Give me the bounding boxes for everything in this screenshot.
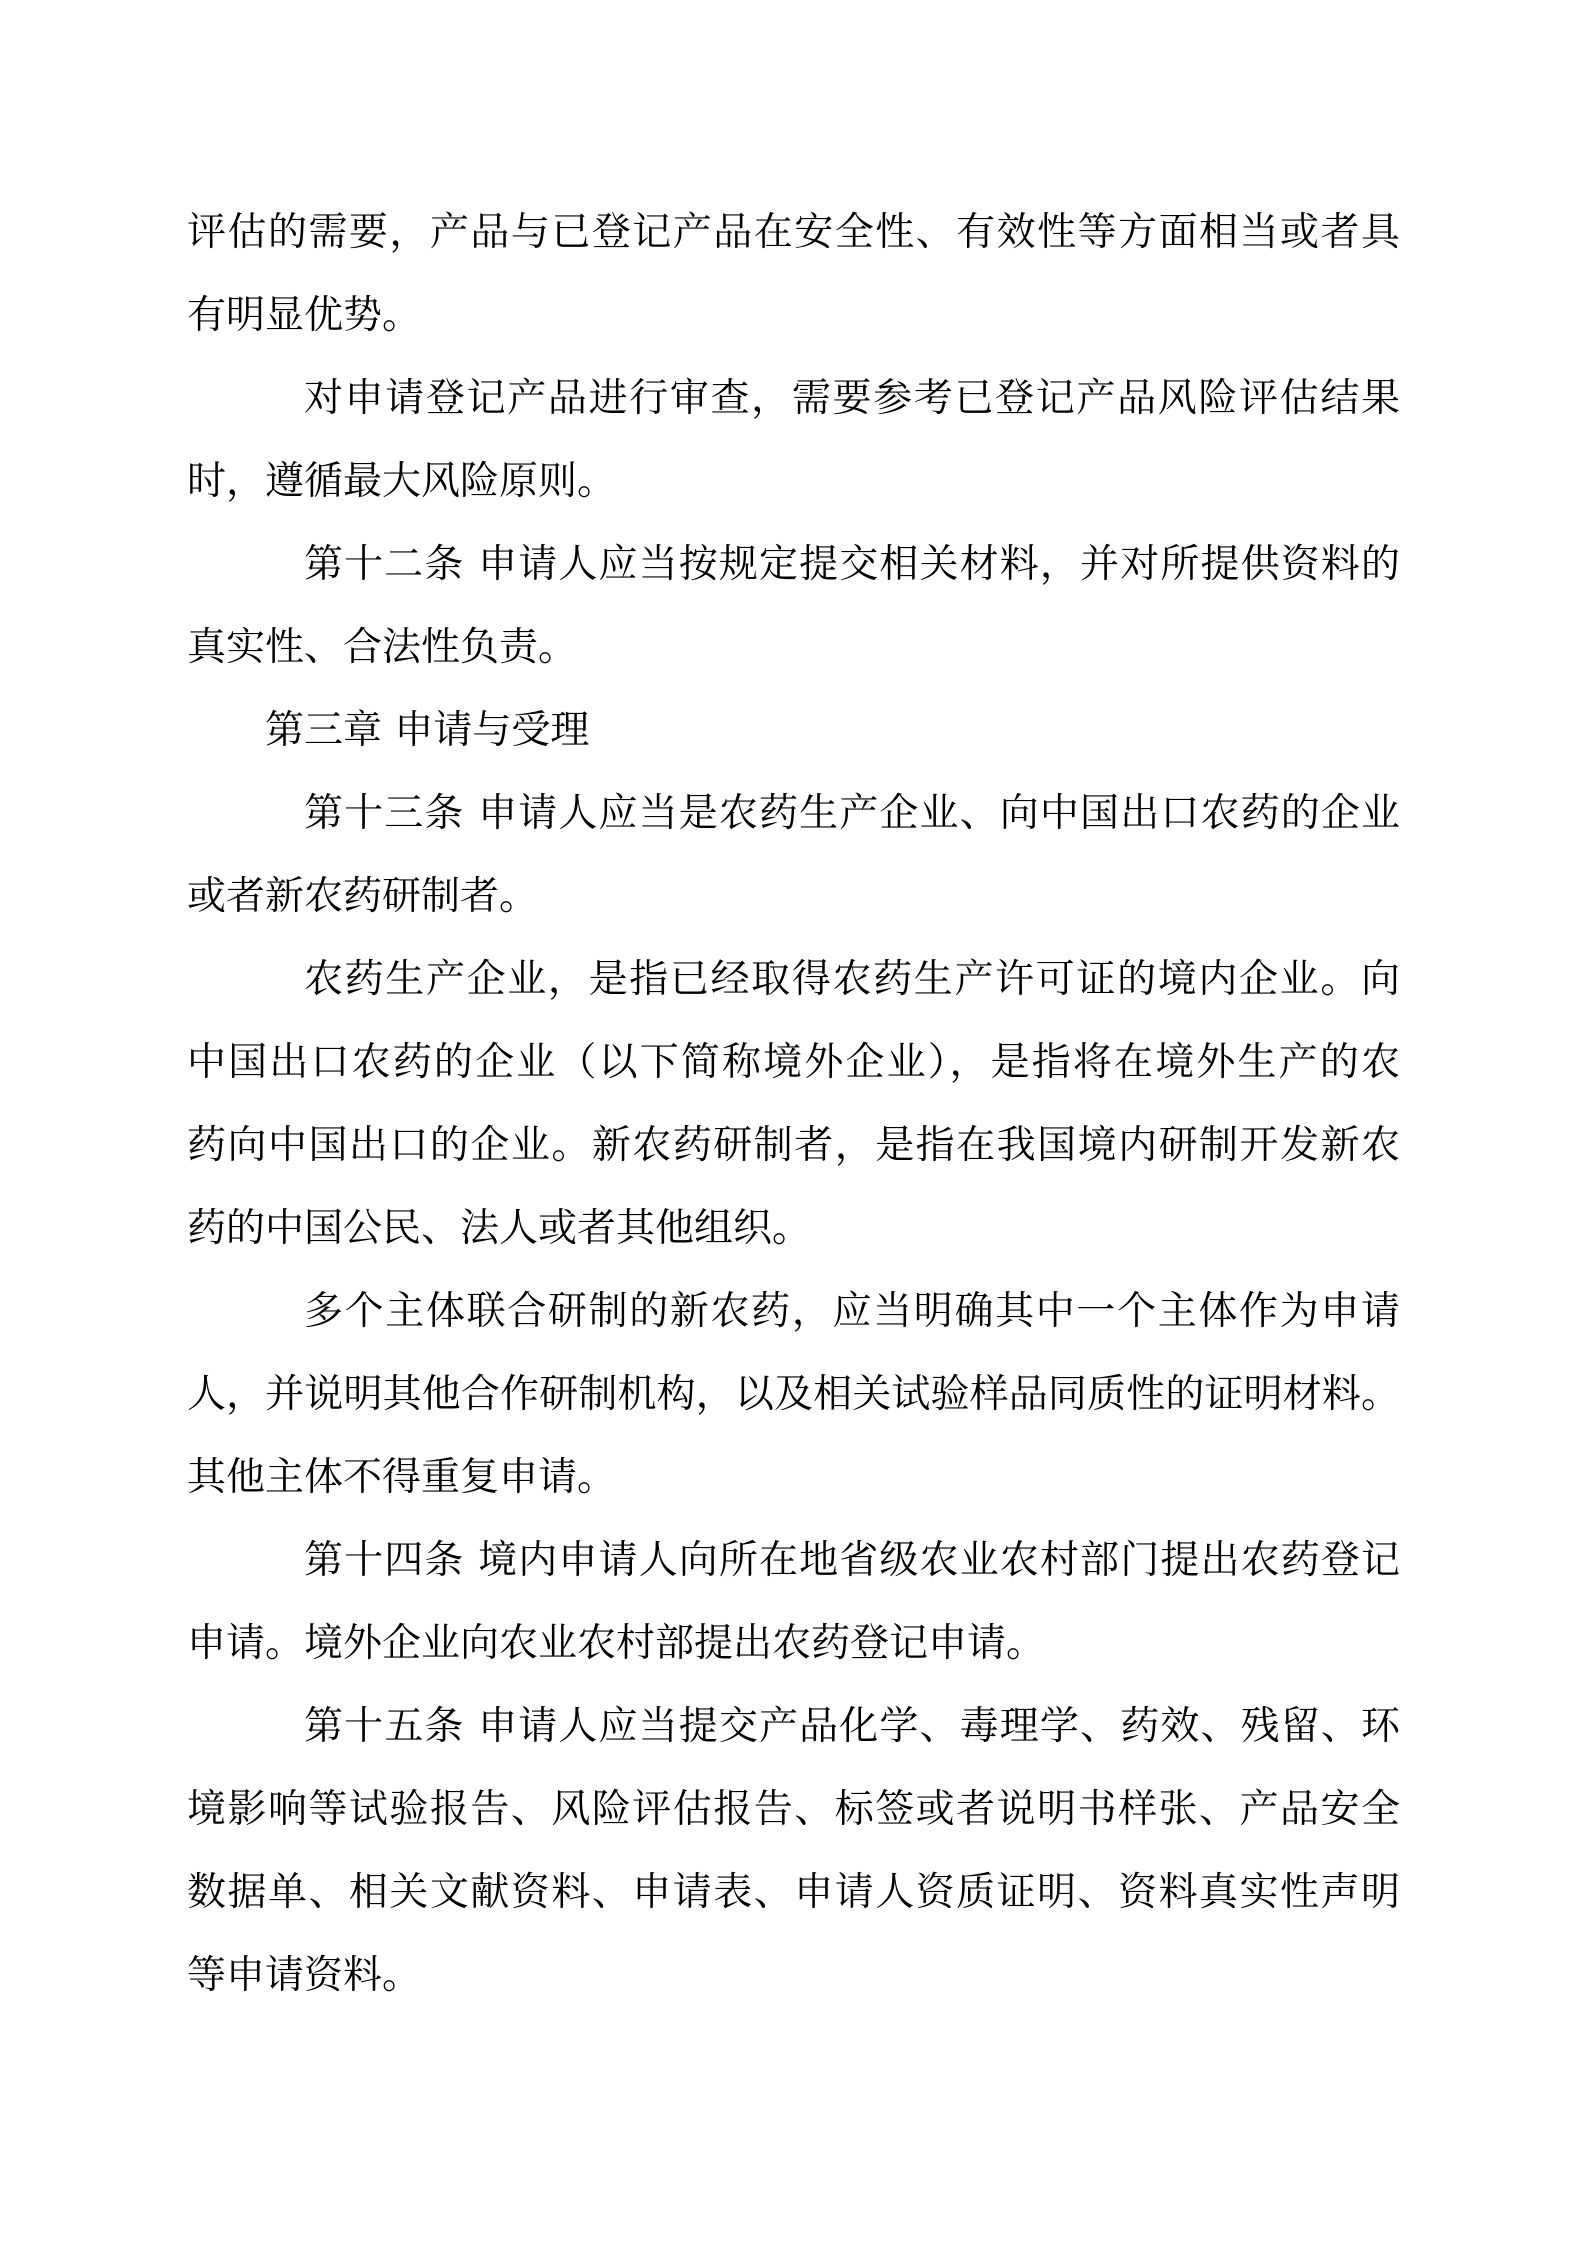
- paragraph-article-15: [187, 1685, 1400, 2017]
- paragraph-article-14: [187, 1519, 1400, 1685]
- text-line: 时，遵循最大风险原则。: [187, 459, 617, 504]
- chapter-heading: [187, 689, 1400, 772]
- paragraph-article-13: [187, 772, 1400, 938]
- text-line: 农药生产企业，是指已经取得农药生产许可证的境内企业。向: [304, 957, 1400, 1002]
- chapter-heading-line: 第三章 申请与受理: [265, 708, 590, 753]
- text-line: 第十四条 境内申请人向所在地省级农业农村部门提出农药登记: [304, 1538, 1400, 1583]
- text-line: 等申请资料。: [187, 1953, 422, 1998]
- paragraph: [187, 1270, 1400, 1519]
- text-line: 其他主体不得重复申请。: [187, 1455, 617, 1500]
- text-line: 药向中国出口的企业。新农药研制者，是指在我国境内研制开发新农: [187, 1123, 1400, 1168]
- text-line: 评估的需要，产品与已登记产品在安全性、有效性等方面相当或者具: [187, 210, 1400, 255]
- text-line: 多个主体联合研制的新农药，应当明确其中一个主体作为申请: [304, 1289, 1400, 1334]
- text-line: 或者新农药研制者。: [187, 874, 539, 919]
- document-text-block: [187, 191, 1400, 2017]
- text-line: 对申请登记产品进行审查，需要参考已登记产品风险评估结果: [304, 376, 1400, 421]
- paragraph: [187, 938, 1400, 1270]
- text-line: 第十二条 申请人应当按规定提交相关材料，并对所提供资料的: [304, 542, 1400, 587]
- text-line: 申请。境外企业向农业农村部提出农药登记申请。: [187, 1621, 1046, 1666]
- text-line: 药的中国公民、法人或者其他组织。: [187, 1206, 812, 1251]
- text-line: 境影响等试验报告、风险评估报告、标签或者说明书样张、产品安全: [187, 1787, 1400, 1832]
- text-line: 第十五条 申请人应当提交产品化学、毒理学、药效、残留、环: [304, 1704, 1400, 1749]
- text-line: 第十三条 申请人应当是农药生产企业、向中国出口农药的企业: [304, 791, 1400, 836]
- text-line: 人，并说明其他合作研制机构，以及相关试验样品同质性的证明材料。: [187, 1372, 1400, 1417]
- paragraph: [187, 357, 1400, 523]
- text-line: 中国出口农药的企业（以下简称境外企业），是指将在境外生产的农: [187, 1040, 1400, 1085]
- text-line: 数据单、相关文献资料、申请表、申请人资质证明、资料真实性声明: [187, 1870, 1400, 1915]
- paragraph-continuation: [187, 191, 1400, 357]
- paragraph-article-12: [187, 523, 1400, 689]
- text-line: 真实性、合法性负责。: [187, 625, 578, 670]
- text-line: 有明显优势。: [187, 293, 422, 338]
